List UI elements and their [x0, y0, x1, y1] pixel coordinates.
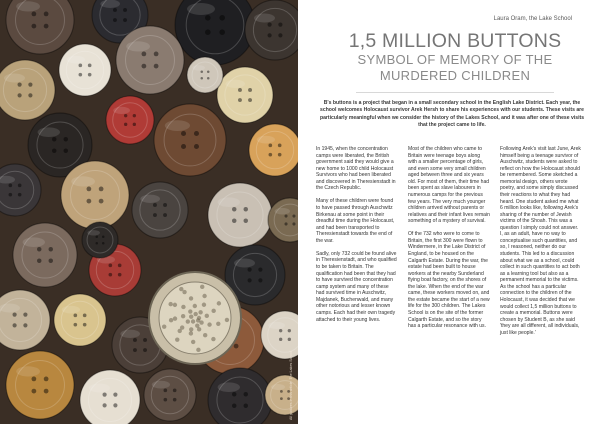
button-graphic [245, 0, 298, 60]
buttons-illustration [0, 0, 298, 424]
button-graphic [116, 26, 184, 94]
button-graphic [208, 368, 272, 424]
button-graphic [80, 370, 140, 424]
text-column-3 [500, 146, 582, 343]
button-graphic [249, 124, 298, 176]
button-graphic [54, 294, 106, 346]
button-graphic [0, 60, 55, 120]
paragraph: Sadly, only 732 could be found alive in Theresienstadt, and who qualified to be taken to Britain. The qualification had been that they had to have survived the concentration camp system and many of these had survived time in Auschwitz, Majdanek, Buchenwald, and many other notorious and lesser known camps. Each had their own tragedy attached to their young lives. [316, 250, 397, 323]
article-subtitle [310, 52, 600, 83]
button-graphic [132, 182, 188, 238]
subtitle-line-2: MURDERED CHILDREN [379, 67, 531, 83]
paragraph: Most of the children who came to Britain were teenage boys along with a smaller percentage of girls, and even some very small children aged between three and six years old. For most of them, their time had been spent as slave labourers in numerous camps for the previous few years. The very much younger children arrived without parents or relatives and their infant lives remain something of a mystery of survival. [408, 146, 490, 225]
text-column-2 [408, 146, 490, 336]
button-graphic [61, 161, 129, 229]
intro-paragraph: B's buttons is a project that began in a small secondary school in the English Lake District. Each year, the school welcomes Holocaust survivor Arek Hersh to share his experiences with our students. These visits are particularly meaningful when we consider the history of the Lakes School, and it was after one of these visits that the project came to life. [319, 100, 585, 129]
button-graphic [82, 222, 118, 258]
button-graphic [217, 67, 273, 123]
article-title: 1,5 MILLION BUTTONS [348, 30, 562, 52]
ornate-button-graphic [149, 272, 241, 364]
divider [356, 92, 554, 93]
buttons-photo [0, 0, 298, 424]
paragraph: Many of these children were found to have passed through Auschwitz Birkenau at some point in their dreadful time during the Holocaust, and had been transported to Theresienstadt towards the end of the war. [316, 198, 395, 244]
author-byline: Laura Oram, the Lake School [493, 16, 572, 22]
button-graphic [187, 57, 223, 93]
button-graphic [13, 223, 77, 287]
photo-credit: All pictures in this article: The Lakes School [289, 350, 293, 420]
button-graphic [59, 44, 111, 96]
button-graphic [6, 351, 74, 419]
button-graphic [144, 369, 196, 421]
text-column-1 [316, 146, 398, 330]
paragraph: Of the 732 who were to come to Britain, the first 300 were flown to Windermere, in the Lake District of England, to be housed on the Calgarth Estate. During the war, the estate had been built to house workers at the nearby Sunderland flying boat factory, on the shores of the lake. When the end of the war came, these workers moved on, and the estate became the start of a new life for the 300 children. The Lakes School is on the site of the former Calgarth Estate, and so the story has a particular resonance with us. [408, 231, 490, 330]
button-graphic [106, 96, 154, 144]
paragraph: In 1945, when the concentration camps were liberated, the British government said they would give a new home to 1000 child Holocaust Survivors who had been liberated and discovered in Theresienstadt in the Czech Republic. [316, 146, 396, 192]
button-graphic [154, 104, 226, 176]
button-graphic [208, 183, 272, 247]
subtitle-line-1: SYMBOL OF MEMORY OF THE [357, 52, 553, 67]
paragraph: Following Arek's visit last June, Arek himself being a teenage survivor of Auschwitz, students were asked to reflect on how the Holocaust should be remembered. Some sketched a memorial design, others wrote poetry, and some simply discussed their reactions to what they had heard. One student asked me what 6 million looks like, following Arek's sharing of the number of Jewish victims of the Shoah. This was a question I simply could not answer. I, as an adult, have no way to conceptualise such quantities, and so, I reasoned, neither do our students. This led to a discussion about what we as a school, could collect in such quantities to act both as a learning tool but also as a permanent memorial to the victims. As the school has a particular connection to the children of the Holocaust, it was decided that we would collect 1,5 million buttons to create a memorial. Buttons were chosen by Student B, as she said 'they are all different, all individuals, just like people.' [500, 146, 581, 336]
